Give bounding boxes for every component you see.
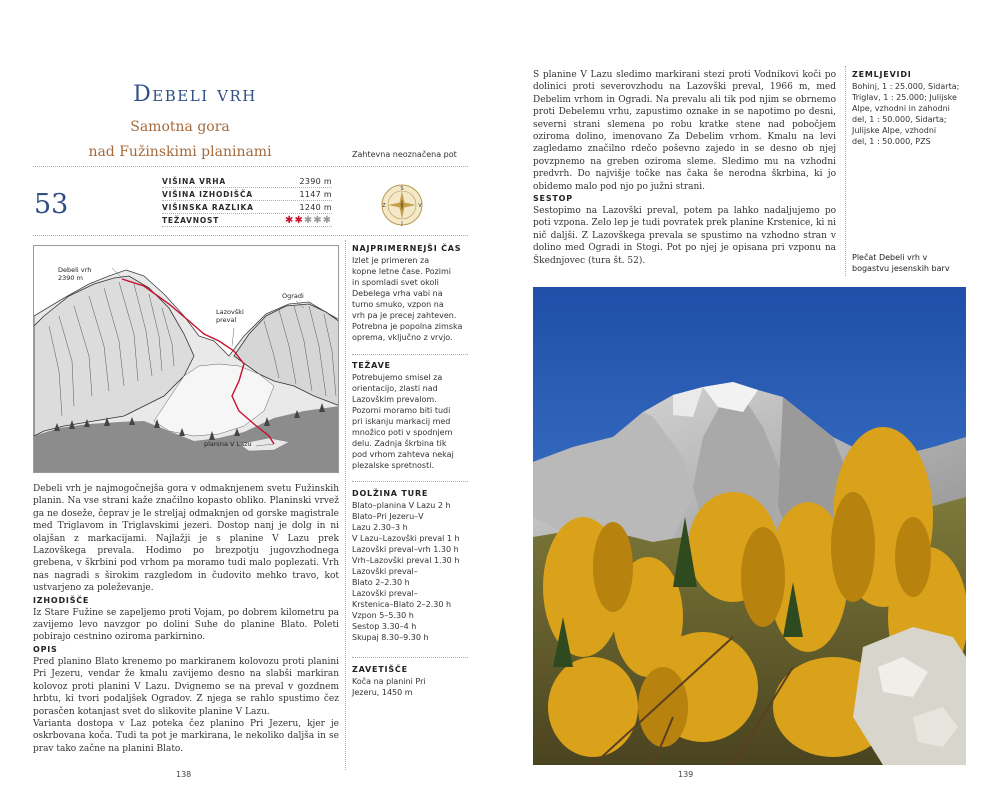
stat-label: VIŠINA VRHA [162, 177, 226, 186]
difficulty-text: Potrebujemo smisel za orientacijo, zlasti nad Lazovškim prevalom. Pozorni moramo biti tudi pri iskanju markacij med množico poti v spodnjem delu. Zadnja škrbina tik pod vrhom zahteva nekaj plezalske spretnosti. [352, 373, 454, 470]
photo-caption: Plečat Debeli vrh v bogastvu jesenskih barv [852, 253, 950, 273]
mountain-photo [533, 287, 966, 765]
difficulty-star-filled: ✱ [285, 215, 295, 226]
stat-row-start-height [162, 188, 332, 201]
maps-text: Bohinj, 1 : 25.000, Sidarta; Triglav, 1 : 25.000; Julijske Alpe, vzhodni in zahodni del, 1 : 50.000, Sidarta; Julijske Alpe, vzhodni del, 1 : 50.000, PZS [852, 82, 960, 146]
route-title: Debeli vrh [133, 82, 257, 107]
right-column-divider [845, 66, 846, 276]
side-info-column [352, 244, 467, 343]
right-page [500, 0, 1000, 800]
maps-heading: ZEMLJEVIDI [852, 70, 912, 79]
descent-paragraph: Sestopimo na Lazovški preval, potem pa lahko nadaljujemo po poti vzpona. Zelo lep je tudi povratek prek planine Krstenice, ki ni nič daljši. Z Lazovškega prevala se spustimo na vzhodno stran v dolino med Ogradi in Stogi. Pot po njej je opisana pri vzponu na Škednjovec (tura št. 52). [533, 206, 836, 266]
sketch-label-hut: planina V Lazu [204, 440, 252, 448]
variant-paragraph: Varianta dostopa v Laz poteka čez planino Pri Jezeru, kjer je oskrbovana koča. Tudi ta pot je markirana, le nekoliko daljša in se prav tako začne na planini Blato. [33, 718, 339, 754]
compass-icon [380, 183, 424, 227]
stat-label: VIŠINSKA RAZLIKA [162, 203, 254, 212]
shelter-section [352, 665, 467, 698]
compass-south: J [401, 221, 403, 227]
stat-value: 1240 m [299, 203, 332, 212]
length-text: Blato–planina V Lazu 2 h Blato–Pri Jezeru–V Lazu 2.30–3 h V Lazu–Lazovški preval 1 h Lazovški preval–vrh 1.30 h Vrh–Lazovški preval 1.30 h Lazovški preval– Blato 2–2.30 h Lazovški preval– Krstenica–Blato 2–2.30 h Vzpon 5–5.30 h Sestop 3.30–4 h Skupaj 8.30–9.30 h [352, 501, 460, 642]
ascent-paragraph: S planine V Lazu sledimo markirani stezi proti Vodnikovi koči po dolinici proti severovzhodu na Lazovški preval, 1966 m, med Debelim vrhom in Ogradi. Na prevalu ali tik pod njim se obrnemo proti Debelemu vrhu, zapustimo oznake in se napotimo po desni, severni strani slemena po robu kratke stene nad pobočjem oziroma dolino, imenovano Za Debelim vrhom. Kmalu na levi zagledamo značilno rdečo poševno zajedo in se desno ob njej povzpnemo na greben oziroma sleme. Sledimo mu na vzhodni predvrh. Do najvišje točke nas čaka še nerodna škrbina, ki jo obidemo malo pod njo po južni strani. [533, 70, 836, 192]
sketch-label-ogradi: Ogradi [282, 292, 304, 300]
side-divider [352, 354, 468, 355]
length-heading: DOLŽINA TURE [352, 489, 429, 498]
compass-west: Z [382, 203, 386, 209]
description-heading: OPIS [33, 644, 58, 654]
shelter-text: Koča na planini Pri Jezeru, 1450 m [352, 677, 426, 697]
stat-row-difficulty [162, 214, 332, 227]
column-divider [345, 240, 346, 770]
best-time-text: Izlet je primeren za kopne letne čase. Pozimi in spomladi svet okoli Debelega vrha vabi na turno smuko, vzpon na vrh pa je precej zahteven. Potrebna je popolna zimska oprema, vključno z vrvjo. [352, 256, 463, 342]
difficulty-stars [285, 214, 332, 227]
route-number: 53 [34, 189, 69, 220]
difficulty-star-filled: ✱ [294, 215, 304, 226]
shelter-heading: ZAVETIŠČE [352, 665, 408, 674]
header-divider [33, 166, 468, 167]
stat-label: VIŠINA IZHODIŠČA [162, 190, 253, 199]
descent-heading: SESTOP [533, 194, 573, 204]
difficulty-section [352, 361, 467, 471]
best-time-heading: NAJPRIMERNEJŠI ČAS [352, 244, 462, 253]
stat-row-elevation-gain [162, 201, 332, 214]
side-divider [352, 481, 468, 482]
stats-table [162, 175, 332, 227]
route-sketch [33, 245, 339, 473]
start-paragraph: Iz Stare Fužine se zapeljemo proti Vojam, po dobrem kilometru pa zavijemo levo navzgor po dolini Suhe do planine Blato. Poleti pobirajo cestnino oziroma parkirnino. [33, 607, 339, 643]
mountain-photo-image [533, 287, 966, 765]
route-subtitle-line1: Samotna gora [130, 119, 230, 135]
maps-section [852, 70, 970, 147]
compass-east: V [418, 203, 422, 209]
intro-paragraph: Debeli vrh je najmogočnejša gora v odmaknjenem svetu Fužinskih planin. Na vse strani kaže značilno kopasto obliko. Planinski vrvež ga ne doseže, čeprav je le streljaj odmaknjen od gorske magistrale med Triglavom in Triglavskimi jezeri. Dostop nanj je dolg in ni olajšan z markacijami. Najlažji je s planine V Lazu prek Lazovškega prevala. Hodimo po brezpotju jugovzhodnega grebena, v škrbini pod vrhom pa moramo tudi malo poplezati. Vrh nas nagradi s širokim razgledom in čudovito mehko travo, kot ustvarjeno za poleževanje. [33, 484, 339, 594]
stat-row-peak-height [162, 175, 332, 188]
right-body-text [533, 69, 836, 267]
stat-label: TEŽAVNOST [162, 216, 220, 225]
difficulty-star-empty: ✱ [303, 215, 314, 226]
side-divider [352, 657, 468, 658]
page-number-right: 139 [678, 770, 694, 779]
difficulty-star-empty: ✱ [322, 215, 332, 226]
route-subtitle-line2: nad Fužinskimi planinami [88, 144, 272, 160]
difficulty-star-empty: ✱ [313, 215, 323, 226]
sketch-label-peak: Debeli vrh 2390 m [58, 266, 92, 282]
start-heading: IZHODIŠČE [33, 595, 90, 605]
path-marking-label: Zahtevna neoznačena pot [352, 150, 457, 159]
sketch-label-saddle: Lazovški preval [216, 308, 244, 324]
difficulty-heading: TEŽAVE [352, 361, 391, 370]
stat-value: 2390 m [299, 177, 332, 186]
page-number-left: 138 [176, 770, 192, 779]
compass-north: S [400, 186, 404, 192]
length-section [352, 489, 467, 643]
stat-value: 1147 m [299, 190, 332, 199]
stats-divider [33, 235, 468, 236]
left-body-text [33, 483, 339, 755]
description-paragraph: Pred planino Blato krenemo po markiranem kolovozu proti planini Pri Jezeru, vendar že kmalu zavijemo desno na slabši markiran kolovoz proti planini V Lazu. Dvignemo se na preval v gozdnem hrbtu, ki tvori podaljšek Ogradov. Z njega se rahlo spustimo čez porasčen kotanjast svet do slikovite planine V Lazu. [33, 656, 339, 717]
